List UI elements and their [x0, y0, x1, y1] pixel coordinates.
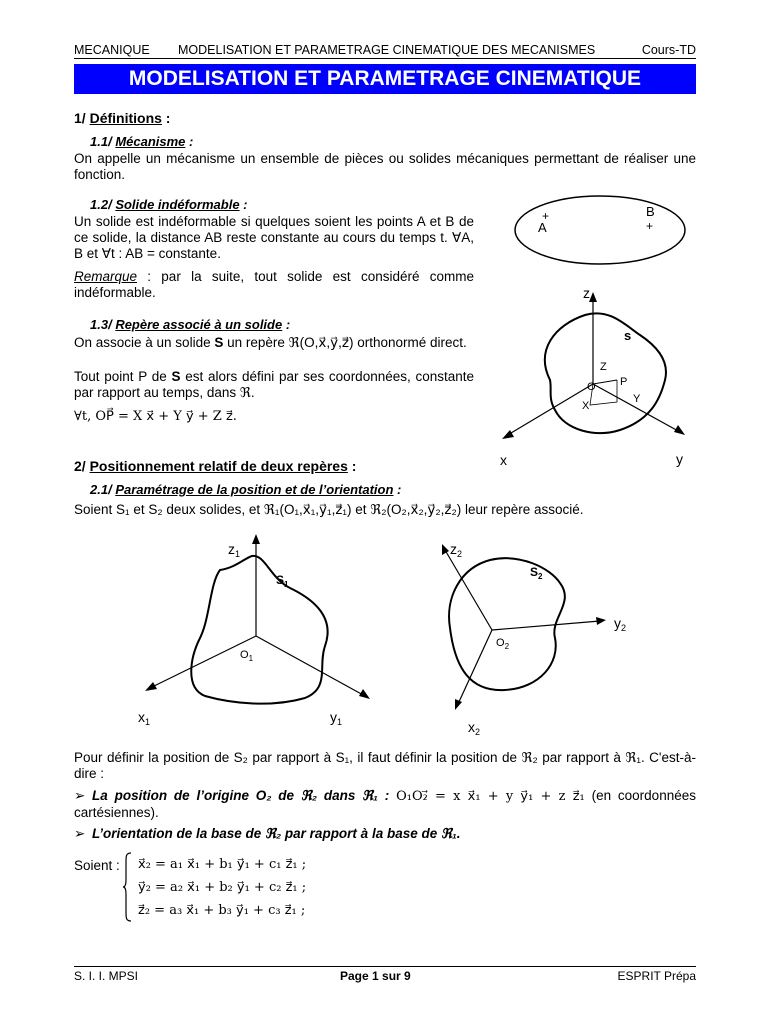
s12-heading: [90, 197, 248, 213]
s12-number: 1.2/: [90, 197, 112, 212]
s1-outline: [191, 556, 327, 704]
header-right: Cours-TD: [641, 43, 696, 57]
plus-b-mark: +: [646, 219, 654, 233]
y2-axis: [492, 621, 600, 630]
section1-heading: [74, 110, 170, 126]
s11-colon: :: [185, 134, 194, 149]
s13-text2-c: est alors défini par ses coordonnées, constante par rapport au temps, dans ℜ.: [74, 369, 475, 400]
z1-arrowhead: [252, 534, 260, 544]
equation-3: z⃗₂ = a₃ x⃗₁ + b₃ y⃗₁ + c₃ z⃗₁ ;: [138, 903, 306, 918]
label-a: A: [538, 220, 547, 235]
y1-label: $y_1$: [330, 709, 343, 727]
bullet1-rest: (en coordonnées cartésiennes).: [74, 788, 696, 820]
s12-title: Solide indéformable: [115, 197, 240, 212]
label-b: B: [646, 204, 655, 219]
s21-title: Paramétrage de la position et de l’orientation: [115, 482, 394, 497]
y1-arrowhead: [359, 689, 370, 699]
header-divider: [74, 58, 696, 59]
s11-title: Mécanisme: [115, 134, 186, 149]
z1-label: $z_1$: [228, 541, 241, 559]
section1-colon: :: [161, 110, 171, 126]
s13-number: 1.3/: [90, 317, 112, 332]
s21-number: 2.1/: [90, 482, 112, 497]
s12-text: Un solide est indéformable si quelques soient les points A et B de ce solide, la distance AB reste constante au cours du temps t. ∀A, B et ∀t : AB = constante.: [74, 214, 474, 261]
equation-1: x⃗₂ = a₁ x⃗₁ + b₁ y⃗₁ + c₁ z⃗₁ ;: [138, 857, 307, 872]
s13-text1-b: S: [214, 335, 224, 350]
s11-text: On appelle un mécanisme un ensemble de pièces ou solides mécaniques permettant de réaliser une fonction.: [74, 151, 696, 182]
s21-heading: [90, 482, 401, 498]
x1-axis: [150, 636, 256, 688]
x-axis: [506, 384, 593, 436]
y-label: y: [676, 451, 683, 467]
footer-left: S. I. I. MPSI: [74, 969, 139, 983]
s21-colon: :: [393, 482, 402, 497]
figure-solid-s2: [430, 528, 660, 748]
x2-axis: [458, 630, 492, 704]
s13-text1-a: On associe à un solide: [74, 335, 215, 350]
s21-para: Pour définir la position de S₂ par rapport à S₁, il faut définir la position de ℜ₂ par rapport à ℜ₁. C'est-à-dire :: [74, 750, 696, 781]
section2-number: 2/: [74, 458, 86, 474]
section2-colon: :: [347, 458, 357, 474]
header-center: MODELISATION ET PARAMETRAGE CINEMATIQUE DES MECANISMES: [178, 43, 596, 57]
y-arrowhead: [674, 425, 685, 435]
s13-title: Repère associé à un solide: [115, 317, 283, 332]
x2-arrowhead: [455, 699, 462, 710]
s1-label: $S_1$: [276, 573, 289, 589]
s2-outline: [449, 558, 565, 690]
s13-text2-b: S: [171, 369, 181, 384]
page-title: MODELISATION ET PARAMETRAGE CINEMATIQUE: [74, 64, 696, 94]
remark-label: Remarque: [74, 269, 138, 284]
s11-number: 1.1/: [90, 134, 112, 149]
footer-divider: [74, 966, 696, 967]
s12-remark: [74, 269, 474, 301]
bullet1-formula: O₁O₂⃗ = x x⃗₁ + y y⃗₁ + z z⃗₁: [396, 789, 585, 804]
o1-label: $O_1$: [240, 649, 254, 663]
z2-label: $z_2$: [450, 541, 463, 559]
o-label: O: [587, 381, 596, 393]
z2-arrowhead: [442, 544, 449, 555]
y2-label: $y_2$: [614, 615, 627, 633]
s13-heading: [90, 317, 290, 333]
s13-formula: ∀t, OP⃗ = X x⃗ + Y y⃗ + Z z⃗.: [74, 409, 237, 424]
remark-text: : par la suite, tout solide est considéré comme indéformable.: [74, 269, 474, 300]
z-arrowhead: [589, 292, 597, 302]
x-arrowhead: [502, 430, 514, 439]
bullet2-bold: L’orientation de la base de ℜ₂ par rapport à la base de ℜ₁.: [92, 826, 461, 841]
bullet-origin: [74, 788, 696, 821]
footer-page-number: Page 1 sur 9: [340, 969, 411, 983]
z-label: z: [583, 285, 590, 301]
bullet1-bold: La position de l’origine O₂ de ℜ₂ dans ℜ₁ :: [92, 788, 390, 803]
x-coord-label: X: [582, 400, 590, 412]
p-label: P: [620, 376, 628, 388]
section2-heading: [74, 458, 356, 474]
s13-text1-c: un repère ℜ(O,x⃗,y⃗,z⃗) orthonormé direct.: [223, 335, 467, 350]
bullet-arrow-icon: ➢: [74, 788, 86, 803]
s11-heading: [90, 134, 193, 150]
soient-label: Soient :: [74, 858, 120, 873]
s13-text1: [74, 335, 474, 351]
plus-a-mark: +: [542, 209, 550, 223]
x2-label: $x_2$: [468, 719, 481, 737]
y2-arrowhead: [596, 617, 606, 625]
section1-number: 1/: [74, 110, 86, 126]
s13-text2-a: Tout point P de: [74, 369, 172, 384]
y-axis: [593, 384, 680, 432]
figure-solid-ellipse: [512, 192, 692, 268]
s21-intro: Soient S₁ et S₂ deux solides, et ℜ₁(O₁,x⃗₁,y⃗₁,z⃗₁) et ℜ₂(O₂,x⃗₂,y⃗₂,z⃗₂) leur repère associé.: [74, 502, 584, 517]
footer-right: ESPRIT Prépa: [617, 969, 696, 983]
system-brace: [122, 852, 132, 922]
x-label: x: [500, 452, 507, 468]
s13-text2: [74, 369, 474, 401]
x1-label: $x_1$: [138, 709, 151, 727]
header-left: MECANIQUE: [74, 43, 150, 57]
x1-arrowhead: [145, 682, 157, 691]
s2-label: $S_2$: [530, 565, 543, 581]
solid-outline: [545, 313, 666, 433]
bullet-arrow-icon: ➢: [74, 826, 86, 841]
figure-solid-frame: [490, 280, 700, 470]
figure-solid-s1: [130, 528, 380, 734]
y1-axis: [256, 636, 365, 696]
y-coord-label: Y: [633, 393, 641, 405]
s-label: s: [624, 328, 632, 343]
bullet-orientation: [74, 826, 696, 842]
s12-colon: :: [239, 197, 248, 212]
o2-label: $O_2$: [496, 637, 510, 651]
equation-2: y⃗₂ = a₂ x⃗₁ + b₂ y⃗₁ + c₂ z⃗₁ ;: [138, 880, 307, 895]
op-segment: [593, 380, 617, 384]
section1-title: Définitions: [89, 110, 162, 126]
section2-title: Positionnement relatif de deux repères: [89, 458, 348, 474]
z-coord-label: Z: [600, 361, 607, 373]
s13-colon: :: [282, 317, 291, 332]
